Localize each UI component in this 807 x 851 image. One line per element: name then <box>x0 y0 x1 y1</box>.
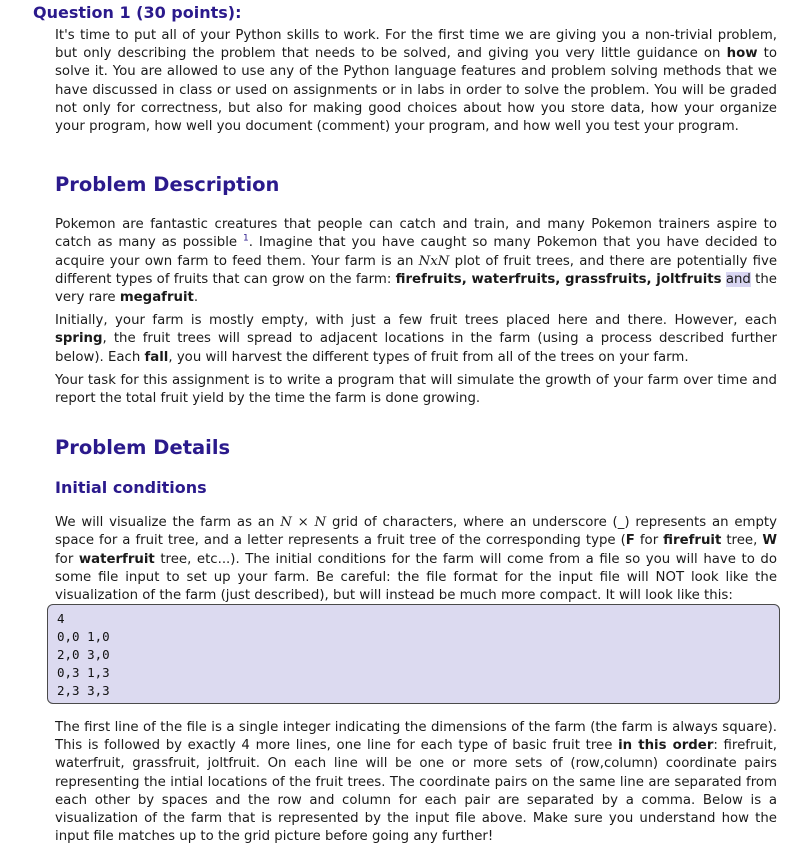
code-line: 0,3 1,3 <box>57 665 110 680</box>
fruit-list: firefruits, waterfruits, grassfruits, joltfruits <box>395 271 722 287</box>
details-paragraph-1: We will visualize the farm as an N × N grid of characters, where an underscore (_) represents an empty space for a fruit tree, and a letter represents a fruit tree of the corresponding type (F for firefruit tree, W for waterfruit tree, etc...). The initial conditions for the farm will come from a file so you will have to do some file input to set up your farm. Be careful: the file format for the input file will NOT look like the visualization of the farm (just described), but will instead be much more compact. It will look like this: <box>55 515 778 604</box>
code-line: 2,0 3,0 <box>57 647 110 662</box>
fall-term: fall <box>144 349 169 365</box>
code-line: 2,3 3,3 <box>57 683 110 698</box>
details-paragraph-2: The first line of the file is a single integer indicating the dimensions of the farm (the farm is always square). This is followed by exactly 4 more lines, one line for each type of basic fruit tree in this order: firefruit, waterfruit, grassfruit, joltfruit. On each line will be one or more sets of (row,column) coordinate pairs representing the intial locations of the fruit trees. The coordinate pairs on the same line are separated from each other by spaces and the row and column for each pair are separated by a comma. Below is a visualization of the farm that is represented by the input file above. Make sure you understand how the input file matches up to the grid picture before going any further! <box>55 720 777 845</box>
problem-details-heading: Problem Details <box>55 436 231 460</box>
megafruit-term: megafruit <box>119 290 194 306</box>
document-body-continued <box>55 719 777 846</box>
in-this-order: in this order <box>618 738 714 754</box>
document-body <box>55 27 777 605</box>
spring-term: spring <box>55 331 103 347</box>
bold-how: how <box>726 46 758 62</box>
math-n-by-n: N × N <box>280 515 327 531</box>
code-line: 4 <box>57 611 65 626</box>
highlighted-and: and <box>725 271 751 287</box>
math-nxn: NxN <box>418 253 450 269</box>
question-title: Question 1 (30 points): <box>33 3 242 22</box>
description-paragraph-2: Initially, your farm is mostly empty, with just a few fruit trees placed here and there. However, each spring, the fruit trees will spread to adjacent locations in the farm (using a process described further below). Each fall, you will harvest the different types of fruit from all of the trees on your farm. <box>55 313 777 365</box>
code-line: 0,0 1,0 <box>57 629 110 644</box>
input-file-code-block <box>47 604 780 704</box>
footnote-marker[interactable]: 1 <box>243 234 249 244</box>
intro-paragraph: It's time to put all of your Python skills to work. For the first time we are giving you a non-trivial problem, but only describing the problem that needs to be solved, and giving you very little guidance on how to solve it. You are allowed to use any of the Python language features and problem solving methods that we have discussed in class or used on assignments or in labs in order to solve the problem. You will be graded not only for correctness, but also for making good choices about how you store data, how your organize your program, how well you document (comment) your program, and how well you test your program. <box>55 28 777 135</box>
initial-conditions-heading: Initial conditions <box>55 478 207 498</box>
description-paragraph-1: Pokemon are fantastic creatures that people can catch and train, and many Pokemon trainers aspire to catch as many as possible $^1$. Imagine that you have caught so many Pokemon that you have decided to acquire your own farm to feed them. Your farm is an NxN plot of fruit trees, and there are potentially five different types of fruits that can grow on the farm: firefruits, waterfruits, grassfruits, joltfruits and the very rare megafruit. <box>55 217 777 306</box>
problem-description-heading: Problem Description <box>55 173 280 197</box>
description-paragraph-3: Your task for this assignment is to write a program that will simulate the growth of your farm over time and report the total fruit yield by the time the farm is done growing. <box>55 372 777 407</box>
